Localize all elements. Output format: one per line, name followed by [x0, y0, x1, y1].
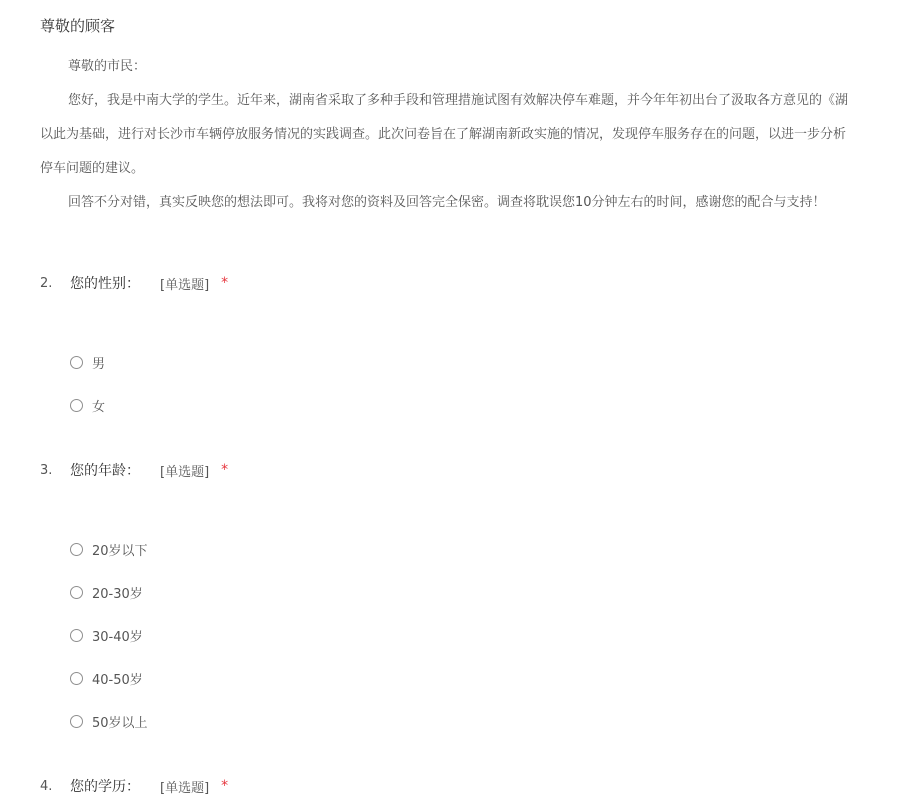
- question-type-badge: [单选题]: [160, 464, 210, 480]
- question-education: [40, 774, 880, 798]
- required-marker: *: [221, 462, 229, 478]
- radio-option-40-50[interactable]: [70, 657, 880, 700]
- question-number: 3.: [40, 462, 53, 478]
- option-label: 20-30岁: [92, 587, 143, 602]
- radio-button[interactable]: [70, 672, 83, 685]
- intro-greeting: 尊敬的市民：: [68, 59, 147, 74]
- required-marker: *: [221, 275, 229, 291]
- question-number: 2.: [40, 275, 53, 291]
- option-label: 男: [92, 357, 106, 372]
- option-list: [70, 528, 880, 743]
- option-label: 30-40岁: [92, 630, 143, 645]
- radio-option-20-30[interactable]: [70, 571, 880, 614]
- radio-button[interactable]: [70, 399, 83, 412]
- radio-button[interactable]: [70, 629, 83, 642]
- radio-button[interactable]: [70, 715, 83, 728]
- intro-paragraph-line: 您好，我是中南大学的学生。近年来，湖南省采取了多种手段和管理措施试图有效解决停车难题，并今年年初出台了汲取各方意见的《湖: [68, 93, 849, 108]
- radio-option-female[interactable]: [70, 384, 880, 427]
- radio-button[interactable]: [70, 543, 83, 556]
- intro-closing: 回答不分对错，真实反映您的想法即可。我将对您的资料及回答完全保密。调查将耽误您10分钟左右的时间，感谢您的配合与支持！: [68, 195, 826, 210]
- question-text: 您的性别：: [70, 276, 140, 292]
- question-text: 您的学历：: [70, 779, 140, 795]
- radio-option-over-50[interactable]: [70, 700, 880, 743]
- question-header: [40, 271, 880, 295]
- radio-button[interactable]: [70, 586, 83, 599]
- question-header: [40, 774, 880, 798]
- radio-option-male[interactable]: [70, 341, 880, 384]
- option-list: [70, 341, 880, 427]
- survey-intro: [40, 55, 900, 225]
- question-number: 4.: [40, 778, 53, 794]
- radio-option-under-20[interactable]: [70, 528, 880, 571]
- radio-option-30-40[interactable]: [70, 614, 880, 657]
- option-label: 20岁以下: [92, 544, 148, 559]
- option-label: 50岁以上: [92, 716, 148, 731]
- question-header: [40, 458, 880, 482]
- intro-paragraph-line: 以此为基础，进行对长沙市车辆停放服务情况的实践调查。此次问卷旨在了解湖南新政实施的情况，发现停车服务存在的问题，以进一步分析: [40, 127, 847, 142]
- question-age: [40, 458, 880, 743]
- option-label: 女: [92, 400, 106, 415]
- required-marker: *: [221, 778, 229, 794]
- question-type-badge: [单选题]: [160, 277, 210, 293]
- option-label: 40-50岁: [92, 673, 143, 688]
- question-type-badge: [单选题]: [160, 780, 210, 796]
- survey-title: 尊敬的顾客: [40, 17, 116, 35]
- radio-button[interactable]: [70, 356, 83, 369]
- question-gender: [40, 271, 880, 427]
- question-text: 您的年龄：: [70, 463, 140, 479]
- intro-paragraph-line: 停车问题的建议。: [40, 161, 145, 176]
